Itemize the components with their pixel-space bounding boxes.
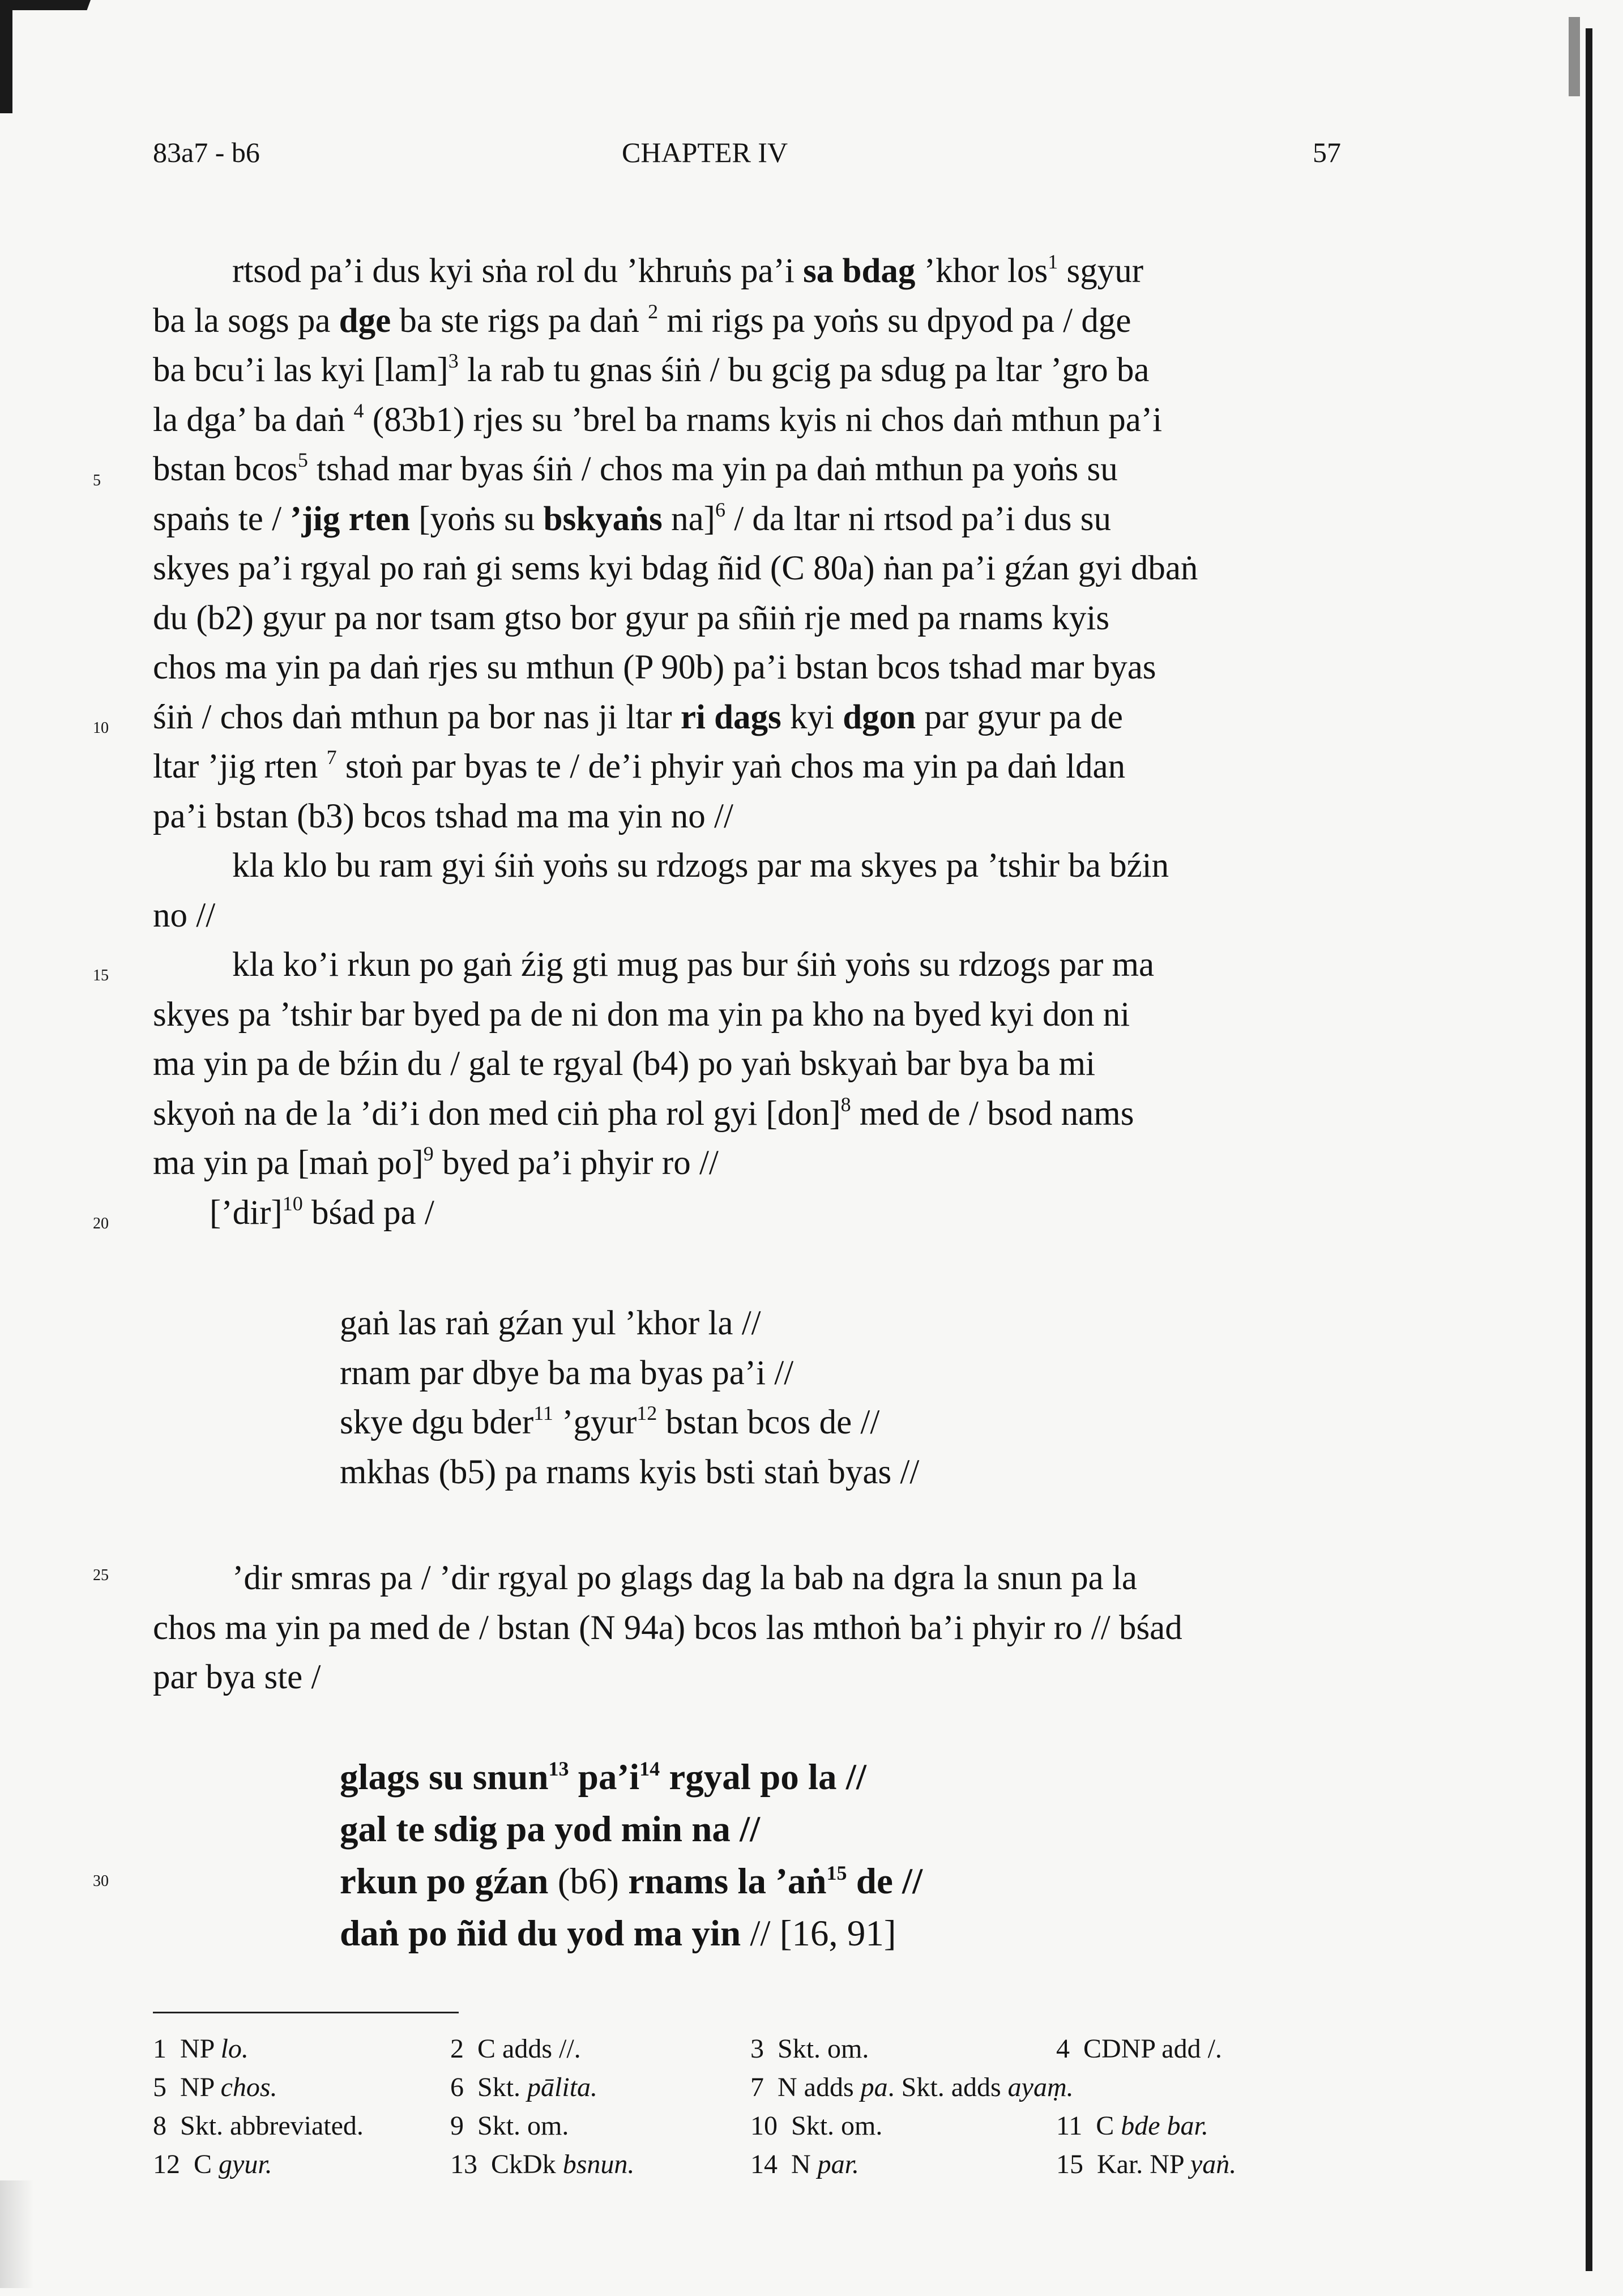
line-number: 25 [93,1567,109,1584]
text-line: kla klo bu ram gyi śiṅ yoṅs su rdzogs par ma skyes pa ’tshir ba bźin [232,847,1169,885]
text-line: śiṅ / chos daṅ mthun pa bor nas ji ltar ri dags kyi dgon par gyur pa de [153,698,1123,736]
text-line: spaṅs te / ’jig rten [yoṅs su bskyaṅs na]$^6$ / da ltar ni rtsod pa’i dus su [153,498,1112,538]
verse-line: glags su snun$^{13}$ $pa’i^{14}$ rgyal po la // [340,1757,866,1798]
footnote-ref: 9 [423,1142,434,1165]
line-number: 30 [93,1872,109,1890]
footnote-ref: 6 [715,498,725,521]
footnote: 13 CkDk bsnun. [450,2149,635,2179]
footnote-ref: 8 [840,1092,851,1116]
footnote-ref: 12 [637,1402,657,1424]
footnote-ref: 5 [297,449,308,471]
text-line: kla ko’i rkun po gaṅ źig gti mug pas bur śiṅ yoṅs su rdzogs par ma [232,946,1155,984]
text-line: chos ma yin pa daṅ rjes su mthun (P 90b) pa’i bstan bcos tshad mar byas [153,648,1156,686]
line-number: 20 [93,1215,109,1232]
footnote: 9 Skt. om. [450,2111,569,2141]
text-line: ’dir smras pa / ’dir rgyal po glags dag la bab na dgra la snun pa la [232,1559,1137,1597]
text-line: rtsod pa’i dus kyi sṅa rol du ’khruṅs pa’i sa bdag ’khor los$^1$ sgyur [232,250,1144,290]
verse-line: daṅ po ñid du yod ma yin // [16, 91] [340,1913,896,1954]
line-number: 15 [93,967,109,984]
line-number: 10 [93,719,109,737]
footnote-ref: 1 [1048,250,1058,273]
footnote-ref: 15 [826,1862,847,1884]
footnote: 11 C bde bar. [1056,2111,1208,2141]
scan-edge-top-left [0,0,12,113]
scan-edge-bottom-left [0,2180,34,2288]
text-line: par bya ste / [153,1658,321,1696]
text-line: pa’i bstan (b3) bcos tshad ma ma yin no // [153,797,733,835]
footnote: 1 NP lo. [153,2034,249,2064]
footnote-ref: 11 [533,1402,553,1424]
footnote: 8 Skt. abbreviated. [153,2111,364,2141]
text-line: ba la sogs pa dge ba ste rigs pa daṅ $^2$ mi rigs pa yoṅs su dpyod pa / dge [153,300,1131,340]
verse-line: gal te sdig pa yod min na // [340,1809,761,1850]
folio-reference: 83a7 - b6 [153,136,260,168]
scan-edge-top-left-bar [0,0,91,10]
text-line: ma yin pa de bźin du / gal te rgyal (b4) po yaṅ bskyaṅ bar bya ba mi [153,1045,1096,1083]
footnote: 12 C gyur. [153,2149,272,2179]
root-verse-block [340,1751,922,1960]
text-line: ltar ’jig rten $^7$ stoṅ par byas te / de’i phyir yaṅ chos ma yin pa daṅ ldan [153,746,1126,786]
text-line: bstan bcos$^5$ tshad mar byas śiṅ / chos ma yin pa daṅ mthun pa yoṅs su [153,449,1118,488]
text-line: la dga’ ba daṅ $^4$ (83b1) rjes su ’brel ba rnams kyis ni chos daṅ mthun pa’i [153,399,1163,439]
footnote: 5 NP chos. [153,2072,277,2102]
verse-line: skye dgu bder$^{11}$ ’gyur$^{12}$ bstan bcos de // [340,1402,880,1441]
footnote-ref: 4 [353,399,364,422]
footnote-rule [153,2012,459,2013]
text-line: no // [153,896,216,934]
verse-line: gaṅ las raṅ gźan yul ’khor la // [340,1304,761,1342]
text-line: skyes pa’i rgyal po raṅ gi sems kyi bdag ñid (C 80a) ṅan pa’i gźan gyi dbaṅ [153,549,1198,587]
text-line: skyes pa ’tshir bar byed pa de ni don ma yin pa kho na byed kyi don ni [153,995,1130,1034]
page-number: 57 [1313,136,1341,168]
footnote: 6 Skt. pālita. [450,2072,598,2102]
body-text [153,246,1348,1237]
text-line: ba bcu’i las kyi [lam]$^3$ la rab tu gnas śiṅ / bu gcig pa sdug pa ltar ’gro ba [153,349,1150,389]
verse-block [340,1299,919,1497]
verse-line: rkun po gźan (b6) rnams la ’aṅ$^{15}$ de // [340,1861,923,1902]
text-line: chos ma yin pa med de / bstan (N 94a) bcos las mthoṅ ba’i phyir ro // bśad [153,1608,1182,1647]
body-text [153,1554,1348,1702]
footnote-ref: 13 [548,1757,569,1780]
text-line: [’dir]$^{10}$ bśad pa / [210,1192,434,1232]
footnote: 3 Skt. om. [750,2034,869,2064]
scan-edge-right [1586,28,1592,2271]
chapter-title: CHAPTER IV [622,136,788,168]
footnote: 14 N par. [750,2149,860,2179]
text-line: du (b2) gyur pa nor tsam gtso bor gyur pa sñiṅ rje med pa rnams kyis [153,599,1110,637]
footnote: 4 CDNP add /. [1056,2034,1222,2064]
footnote: 7 N adds pa. Skt. adds ayaṃ. [750,2072,1074,2102]
footnote-ref: 2 [648,300,659,323]
footnote-ref: 7 [326,746,337,769]
footnote-ref: 10 [282,1192,303,1215]
verse-line: mkhas (b5) pa rnams kyis bsti staṅ byas // [340,1453,920,1491]
footnote: 10 Skt. om. [750,2111,883,2141]
footnote-ref: 14 [639,1757,660,1780]
verse-line: rnam par dbye ba ma byas pa’i // [340,1354,794,1392]
footnote-ref: 3 [448,349,459,372]
line-number: 5 [93,472,101,489]
text-line: skyoṅ na de la ’di’i don med ciṅ pha rol gyi [don]$^8$ med de / bsod nams [153,1092,1134,1133]
scan-edge-right-shadow [1569,17,1580,96]
footnote: 15 Kar. NP yaṅ. [1056,2149,1237,2179]
footnote: 2 C adds //. [450,2034,581,2064]
text-line: ma yin pa [maṅ po]$^9$ byed pa’i phyir ro // [153,1142,719,1182]
